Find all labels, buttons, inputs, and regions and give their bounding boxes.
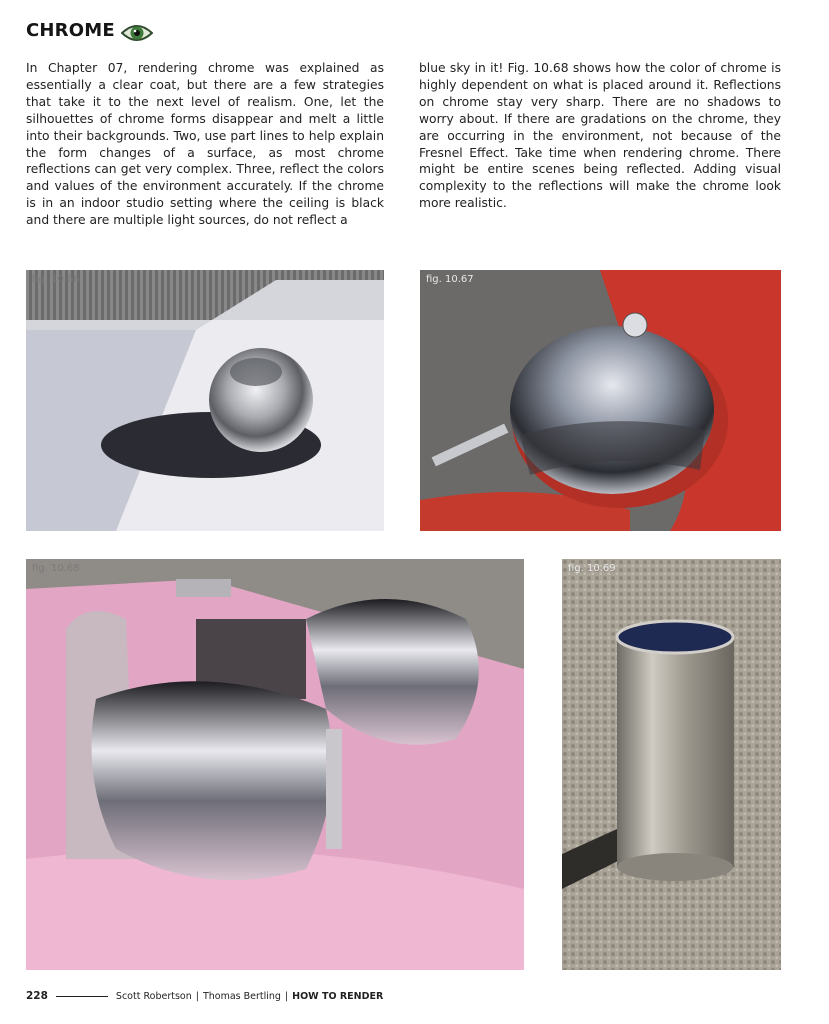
footer-author-1: Scott Robertson [115,990,192,1002]
footer-separator: | [284,990,289,1002]
eye-icon [121,22,153,44]
section-title: CHROME [26,20,115,41]
figure-pink-car-chrome [26,559,524,970]
body-text-left: In Chapter 07, rendering chrome was explained as essentially a clear coat, but there are a few strategies that take it to the next level of realism. One, let the silhouettes of chrome forms disappear and melt a little into their backgrounds. Two, use part lines to help explain the form changes of a surface, as most chrome reflections can get very complex. Three, reflect the colors and values of the environment accurately. If the chrome is in an indoor studio setting where the ceiling is black and there are multiple light sources, do not reflect a [26,61,384,228]
figure-caption: fig. 10.69 [568,563,616,574]
page-footer [26,990,383,1002]
figure-caption: fig. 10.67 [426,274,474,285]
footer-separator: | [195,990,199,1002]
footer-book-title: HOW TO RENDER [292,990,384,1002]
footer-rule [56,996,108,997]
figure-caption: fig. 10.68 [32,563,80,574]
figure-chrome-headlight [420,270,781,531]
footer-author-2: Thomas Bertling [202,990,281,1002]
page-number: 228 [26,990,48,1002]
figure-chrome-sphere [26,270,384,531]
body-text-right: blue sky in it! Fig. 10.68 shows how the color of chrome is highly dependent on what is placed around it. Reflections on chrome stay very sharp. There are no shadows to worry about. If there are gradations on the chrome, they are occurring in the environment, not because of the Fresnel Effect. Take time when rendering chrome. There might be entire scenes being reflected. Adding visual complexity to the reflections will make the chrome look more realistic. [419,61,781,211]
figure-caption: fig. 10.66 [32,274,80,285]
figure-chrome-cylinder [562,559,781,970]
